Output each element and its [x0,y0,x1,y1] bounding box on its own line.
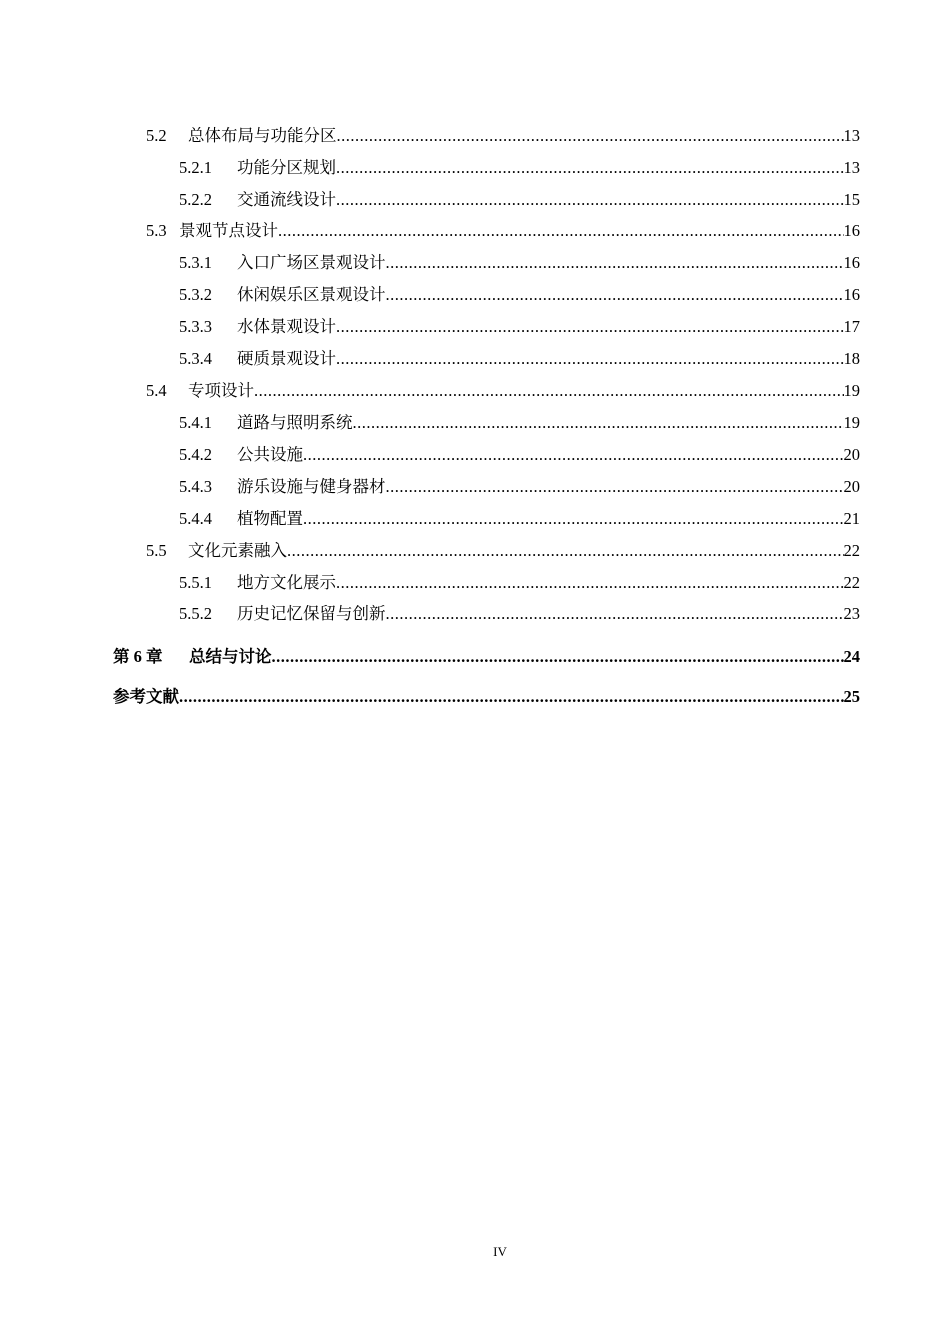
toc-entry-number: 5.3 [146,221,167,240]
toc-entry-number: 5.2.2 [179,190,212,209]
dot-leader [272,647,844,667]
toc-entry-page: 22 [843,541,860,560]
toc-entry-number: 5.4.2 [179,445,212,464]
toc-entry-title: 交通流线设计 [237,190,336,209]
dot-leader [353,413,844,433]
dot-leader [386,477,844,497]
toc-entry-page: 21 [843,509,860,528]
dot-leader [336,317,844,337]
toc-entry-number: 5.4.3 [179,477,212,496]
toc-entry[interactable] [146,377,860,399]
toc-entry-page: 13 [843,126,860,145]
toc-entry-title: 道路与照明系统 [237,413,353,432]
toc-entry-page: 16 [843,221,860,240]
toc-entry-title: 专项设计 [188,381,254,400]
toc-entry-title: 文化元素融入 [188,541,287,560]
toc-entry-number: 5.5 [146,541,167,560]
dot-leader [179,687,844,707]
toc-entry-page: 20 [843,477,860,496]
dot-leader [337,126,844,146]
toc-entry[interactable] [179,281,860,303]
dot-leader [336,158,844,178]
toc-entry-page: 13 [843,158,860,177]
toc-entry[interactable] [179,154,860,176]
toc-entry[interactable] [179,313,860,335]
toc-entry[interactable] [179,569,860,591]
dot-leader [386,253,844,273]
toc-entry-title: 公共设施 [237,445,303,464]
dot-leader [386,285,844,305]
toc-entry-page: 23 [843,604,860,623]
toc-entry[interactable] [179,186,860,208]
dot-leader [303,445,844,465]
dot-leader [336,190,844,210]
toc-entry-page: 24 [843,647,860,666]
toc-entry-chapter[interactable] [113,643,860,665]
toc-entry[interactable] [179,505,860,527]
toc-entry-title: 参考文献 [113,687,179,706]
toc-entry-title: 地方文化展示 [237,573,336,592]
toc-entry-page: 18 [843,349,860,368]
toc-entry-page: 17 [843,317,860,336]
toc-entry-title: 历史记忆保留与创新 [237,604,386,623]
toc-entry-number: 5.3.1 [179,253,212,272]
toc-entry-number: 第 6 章 [113,647,163,666]
toc-entry-page: 16 [843,285,860,304]
toc-entry-title: 硬质景观设计 [237,349,336,368]
toc-entry[interactable] [146,217,860,239]
dot-leader [386,604,844,624]
toc-entry-number: 5.3.2 [179,285,212,304]
toc-entry-page: 19 [843,381,860,400]
toc-entry[interactable] [179,441,860,463]
toc-entry[interactable] [179,409,860,431]
toc-entry[interactable] [179,345,860,367]
toc-entry-references[interactable] [113,683,860,705]
dot-leader [336,573,844,593]
toc-entry-number: 5.5.2 [179,604,212,623]
toc-entry-title: 植物配置 [237,509,303,528]
dot-leader [303,509,844,529]
toc-entry-page: 22 [843,573,860,592]
dot-leader [278,221,844,241]
toc-entry-title: 入口广场区景观设计 [237,253,386,272]
toc-entry-page: 19 [843,413,860,432]
toc-entry[interactable] [179,249,860,271]
toc-entry-number: 5.5.1 [179,573,212,592]
dot-leader [287,541,844,561]
toc-entry-title: 游乐设施与健身器材 [237,477,386,496]
toc-entry-number: 5.2.1 [179,158,212,177]
toc-entry-title: 总体布局与功能分区 [188,126,337,145]
toc-entry-title: 休闲娱乐区景观设计 [237,285,386,304]
toc-entry-page: 25 [843,687,860,706]
toc-entry-title: 功能分区规划 [237,158,336,177]
toc-entry[interactable] [146,537,860,559]
dot-leader [254,381,844,401]
dot-leader [336,349,844,369]
toc-entry-title: 水体景观设计 [237,317,336,336]
toc-entry-number: 5.3.3 [179,317,212,336]
page-number: IV [493,1244,507,1259]
toc-entry[interactable] [146,122,860,144]
toc-entry-page: 20 [843,445,860,464]
toc-entry[interactable] [179,600,860,622]
toc-entry-number: 5.2 [146,126,167,145]
toc-entry-page: 15 [843,190,860,209]
toc-entry-number: 5.4.4 [179,509,212,528]
toc-entry-number: 5.4 [146,381,167,400]
toc-entry-title: 总结与讨论 [189,647,272,666]
toc-entry-title: 景观节点设计 [179,221,278,240]
toc-entry-number: 5.3.4 [179,349,212,368]
toc-entry-page: 16 [843,253,860,272]
toc-entry-number: 5.4.1 [179,413,212,432]
toc-entry[interactable] [179,473,860,495]
